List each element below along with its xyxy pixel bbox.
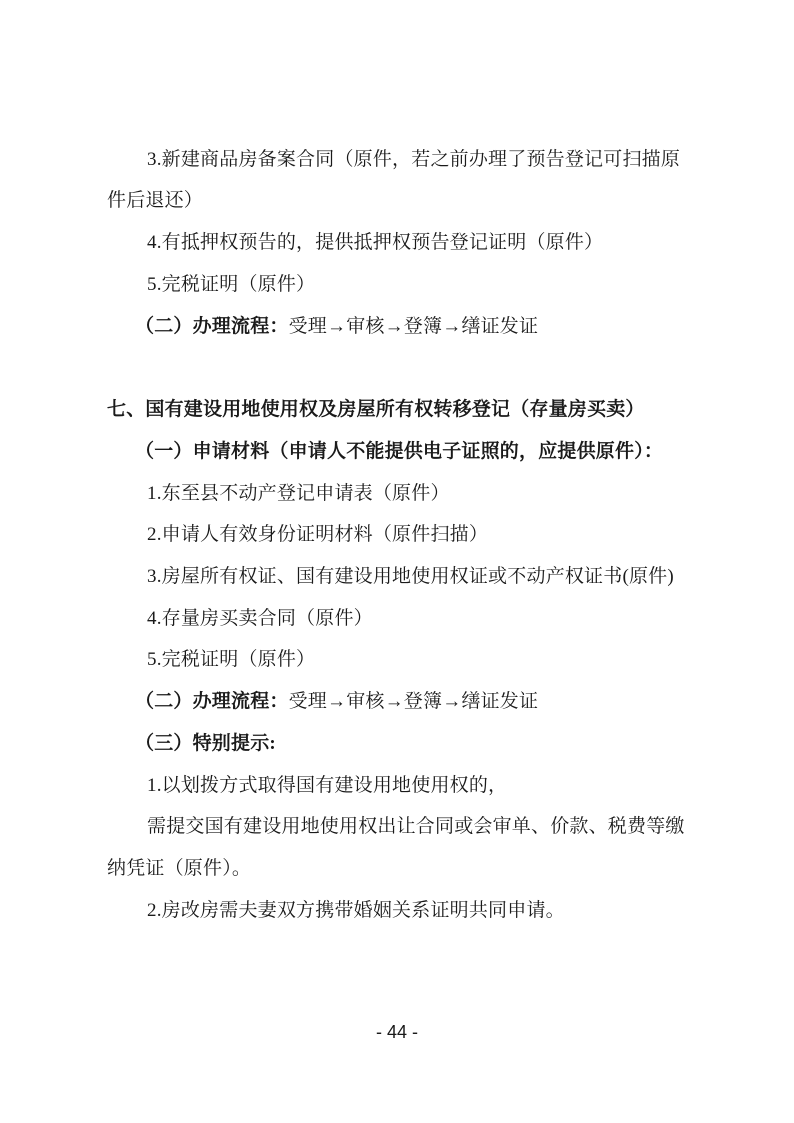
process-steps: 受理→审核→登簿→缮证发证 [288, 691, 539, 712]
list-item: 2.申请人有效身份证明材料（原件扫描） [147, 524, 489, 545]
materials-heading: （一）申请材料（申请人不能提供电子证照的，应提供原件）： [135, 441, 664, 462]
process-label: （二）办理流程： [135, 691, 289, 712]
material-item-3-line-2: 件后退还） [107, 190, 204, 211]
process-steps: 受理→审核→登簿→缮证发证 [288, 316, 539, 337]
section-heading: 七、国有建设用地使用权及房屋所有权转移登记（存量房买卖） [107, 399, 645, 420]
process-line [135, 689, 538, 715]
material-item-5: 5.完税证明（原件） [147, 274, 316, 295]
tip-1-line-1: 1.以划拨方式取得国有建设用地使用权的， [147, 775, 508, 796]
tip-1-line-2: 需提交国有建设用地使用权出让合同或会审单、价款、税费等缴 [147, 816, 685, 837]
material-item-4: 4.有抵押权预告的，提供抵押权预告登记证明（原件） [147, 232, 604, 253]
tip-2: 2.房改房需夫妻双方携带婚姻关系证明共同申请。 [147, 900, 565, 921]
tips-heading: （三）特别提示: [135, 733, 276, 754]
list-item: 1.东至县不动产登记申请表（原件） [147, 483, 450, 504]
list-item: 3.房屋所有权证、国有建设用地使用权证或不动产权证书(原件) [147, 566, 674, 587]
page-number: - 44 - [375, 1022, 418, 1042]
tip-1-line-3: 纳凭证（原件）。 [107, 858, 252, 879]
material-item-3-line-1: 3.新建商品房备案合同（原件，若之前办理了预告登记可扫描原 [147, 149, 681, 170]
process-line [135, 314, 538, 340]
list-item: 4.存量房买卖合同（原件） [147, 608, 373, 629]
list-item: 5.完税证明（原件） [147, 649, 316, 670]
process-label: （二）办理流程： [135, 316, 289, 337]
